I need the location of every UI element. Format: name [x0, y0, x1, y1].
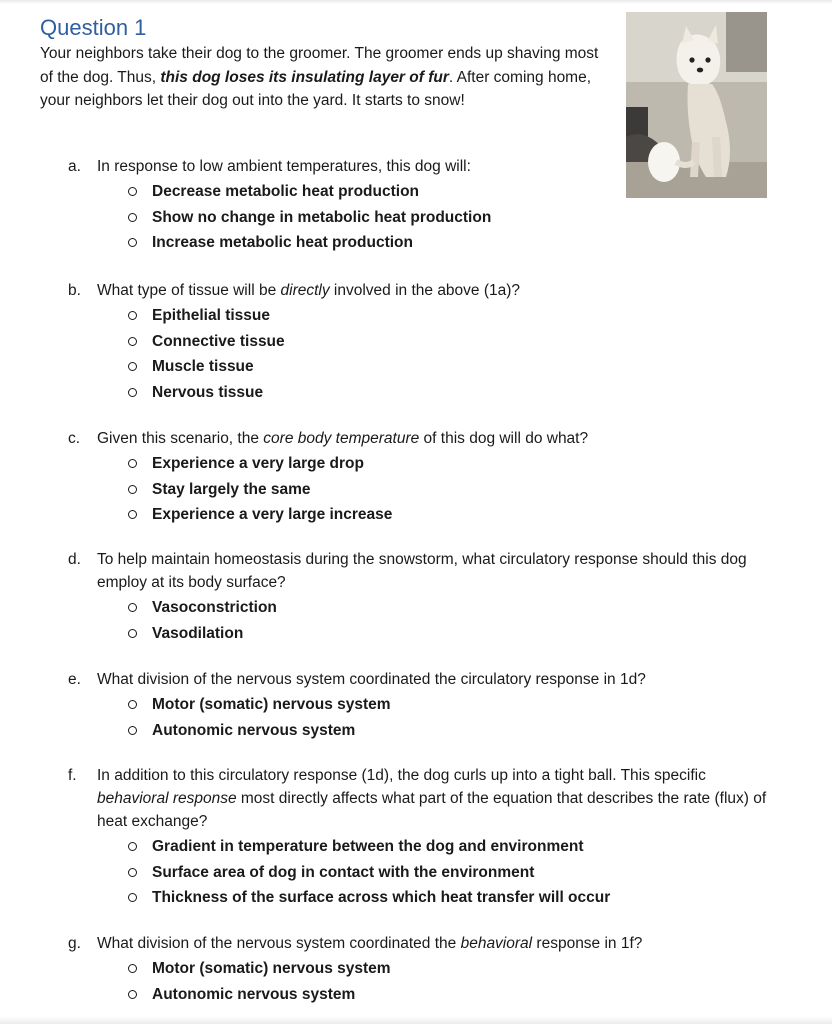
stem-text: What division of the nervous system coordinated the circulatory response in 1d?	[97, 671, 646, 688]
option-list	[126, 834, 768, 911]
intro-text-before: Your neighbors take their dog to the groomer. The groomer ends up shaving most of the dog. Thus,	[40, 45, 599, 86]
radio-circle-icon[interactable]	[128, 388, 137, 397]
stem-italic-text: core body temperature	[263, 430, 420, 447]
stem-text: In addition to this circulatory response (1d), the dog curls up into a tight ball. This specific	[97, 767, 706, 784]
option[interactable]	[126, 451, 768, 477]
radio-circle-icon[interactable]	[128, 485, 137, 494]
subquestion-d	[68, 548, 768, 646]
radio-circle-icon[interactable]	[128, 603, 137, 612]
intro-emphasis: this dog loses its insulating layer of fur	[160, 68, 449, 86]
option-label: Thickness of the surface across which heat transfer will occur	[152, 889, 611, 906]
subquestion-f	[68, 764, 768, 911]
option[interactable]	[126, 718, 768, 744]
subquestion-stem	[97, 279, 768, 302]
option-label: Stay largely the same	[152, 480, 311, 498]
option-list	[126, 692, 768, 743]
page-shadow-bottom	[0, 1016, 832, 1024]
option-label: Experience a very large drop	[152, 455, 364, 472]
option-list	[126, 179, 768, 256]
subquestion-stem	[97, 548, 768, 594]
option-label: Vasodilation	[152, 624, 244, 642]
option-label: Motor (somatic) nervous system	[152, 696, 391, 713]
option-list	[126, 451, 768, 528]
option[interactable]	[126, 477, 768, 503]
subquestion-letter: a.	[68, 158, 81, 175]
radio-circle-icon[interactable]	[128, 238, 137, 247]
option[interactable]	[126, 834, 768, 860]
option[interactable]	[126, 692, 768, 718]
subquestion-g	[68, 932, 768, 1007]
option[interactable]	[126, 860, 768, 886]
subquestion-stem	[97, 764, 768, 833]
radio-circle-icon[interactable]	[128, 700, 137, 709]
subquestion-stem	[97, 932, 768, 955]
radio-circle-icon[interactable]	[128, 510, 137, 519]
radio-circle-icon[interactable]	[128, 362, 137, 371]
option-list	[126, 303, 768, 405]
option-label: Vasoconstriction	[152, 599, 277, 616]
subquestion-letter: c.	[68, 430, 81, 447]
stem-text: In response to low ambient temperatures, this dog will:	[97, 158, 471, 175]
option[interactable]	[126, 354, 768, 380]
option-list	[126, 956, 768, 1007]
stem-text: response in 1f?	[532, 935, 643, 952]
option[interactable]	[126, 621, 768, 647]
subquestion-letter: f.	[68, 767, 77, 784]
option-label: Connective tissue	[152, 332, 285, 350]
stem-text: Given this scenario, the	[97, 430, 264, 447]
option[interactable]	[126, 885, 768, 911]
option[interactable]	[126, 205, 768, 231]
option[interactable]	[126, 179, 768, 205]
option-list	[126, 595, 768, 646]
question-title: Question 1	[40, 15, 147, 40]
option[interactable]	[126, 303, 768, 329]
radio-circle-icon[interactable]	[128, 726, 137, 735]
stem-text: To help maintain homeostasis during the snowstorm, what circulatory response should this dog employ at its body surface?	[97, 551, 747, 591]
subquestion-b	[68, 279, 768, 405]
subquestion-letter: g.	[68, 935, 81, 952]
stem-text: of this dog will do what?	[419, 430, 589, 447]
radio-circle-icon[interactable]	[128, 990, 137, 999]
stem-text: What type of tissue will be	[97, 282, 281, 299]
radio-circle-icon[interactable]	[128, 893, 137, 902]
stem-italic-text: behavioral response	[97, 790, 237, 807]
option-label: Increase metabolic heat production	[152, 234, 413, 251]
radio-circle-icon[interactable]	[128, 187, 137, 196]
radio-circle-icon[interactable]	[128, 868, 137, 877]
option-label: Surface area of dog in contact with the environment	[152, 863, 535, 881]
option[interactable]	[126, 956, 768, 982]
option-label: Autonomic nervous system	[152, 721, 356, 739]
radio-circle-icon[interactable]	[128, 337, 137, 346]
option[interactable]	[126, 982, 768, 1008]
radio-circle-icon[interactable]	[128, 842, 137, 851]
option[interactable]	[126, 230, 768, 256]
stem-text: most directly affects what part of the equation that describes the rate (flux) of heat exchange?	[97, 790, 767, 830]
subquestion-letter: d.	[68, 551, 81, 568]
subquestion-stem	[97, 155, 768, 178]
subquestion-c	[68, 427, 768, 528]
subquestion-letter: b.	[68, 282, 81, 299]
option-label: Nervous tissue	[152, 383, 264, 401]
stem-italic-text: directly	[280, 282, 330, 299]
option-label: Autonomic nervous system	[152, 985, 356, 1003]
subquestion-stem	[97, 427, 768, 450]
radio-circle-icon[interactable]	[128, 629, 137, 638]
intro-text-after: . After coming home, your neighbors let their dog out into the yard. It starts to snow!	[40, 68, 592, 109]
stem-text: What division of the nervous system coordinated the	[97, 935, 461, 952]
option-label: Gradient in temperature between the dog and environment	[152, 838, 584, 855]
option-label: Experience a very large increase	[152, 506, 393, 523]
radio-circle-icon[interactable]	[128, 964, 137, 973]
option[interactable]	[126, 502, 768, 528]
radio-circle-icon[interactable]	[128, 459, 137, 468]
subquestion-a	[68, 155, 768, 256]
question-intro	[40, 42, 615, 113]
subquestion-stem	[97, 668, 768, 691]
option-label: Motor (somatic) nervous system	[152, 960, 391, 977]
page-shadow-top	[0, 0, 832, 4]
option-label: Decrease metabolic heat production	[152, 183, 420, 200]
option[interactable]	[126, 380, 768, 406]
stem-text: involved in the above (1a)?	[329, 282, 521, 299]
option-label: Muscle tissue	[152, 358, 254, 375]
option-label: Show no change in metabolic heat production	[152, 208, 492, 226]
option-label: Epithelial tissue	[152, 307, 271, 324]
option[interactable]	[126, 595, 768, 621]
stem-italic-text: behavioral	[460, 935, 533, 952]
radio-circle-icon[interactable]	[128, 311, 137, 320]
subquestion-e	[68, 668, 768, 743]
radio-circle-icon[interactable]	[128, 213, 137, 222]
subquestion-letter: e.	[68, 671, 81, 688]
option[interactable]	[126, 329, 768, 355]
